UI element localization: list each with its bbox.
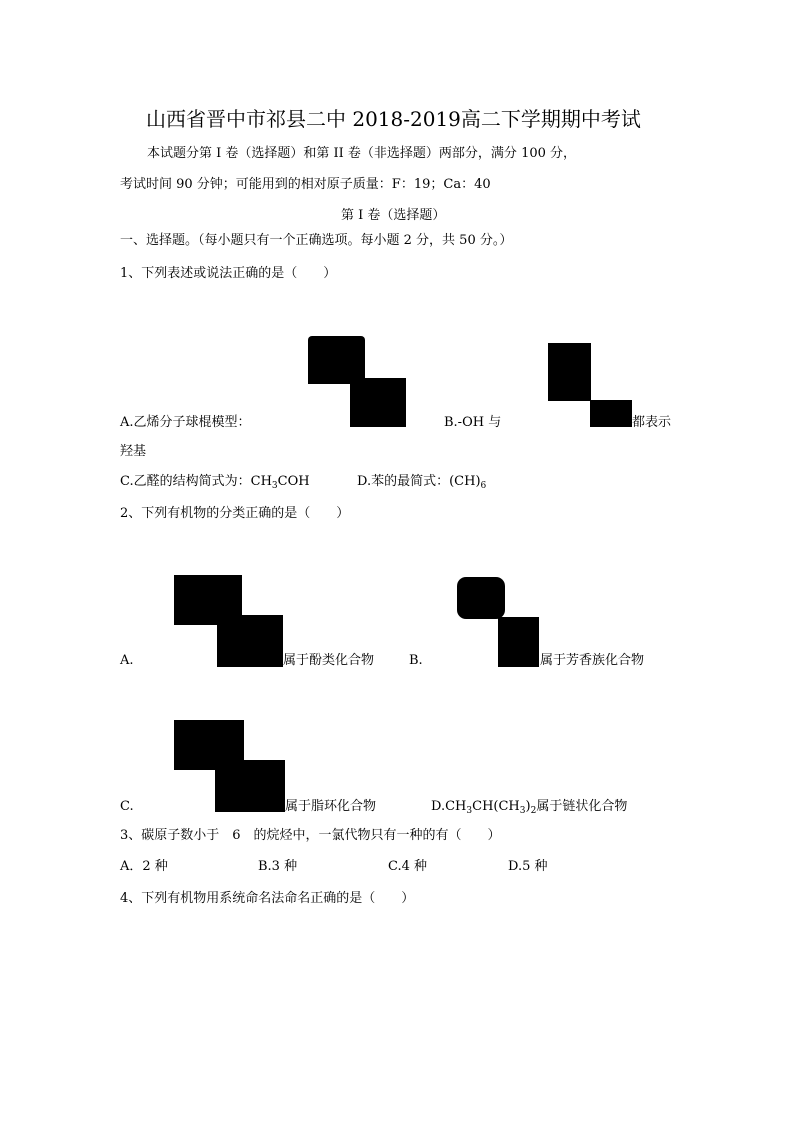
- q2-stem: 2、下列有机物的分类正确的是（ ）: [120, 506, 350, 521]
- q2-option-a-text: 属于酚类化合物: [283, 653, 375, 668]
- q1-option-a: A.乙烯分子球棍模型：: [120, 415, 251, 430]
- q3-option-d: D.5 种: [508, 859, 548, 874]
- q2-option-c-label: C.: [120, 799, 134, 814]
- q1-option-c: C.乙醛的结构简式为：$CH_3COH$: [120, 474, 310, 491]
- q3-option-c: C.4 种: [388, 859, 428, 874]
- q1-option-b-prefix: B.-OH 与: [444, 415, 502, 430]
- intro-line-1: 本试题分第 I 卷（选择题）和第 II 卷（非选择题）两部分，满分 100 分，: [147, 146, 577, 161]
- q2-option-b-label: B.: [409, 653, 423, 668]
- q2-option-d: $D.CH_3CH(CH_3)_2$属于链状化合物: [431, 799, 628, 816]
- q3-option-b: B.3 种: [258, 859, 298, 874]
- section1-heading: 一、选择题。（每小题只有一个正确选项。每小题 2 分，共 50 分。）: [120, 233, 513, 248]
- q1-option-b-suffix: 都表示: [632, 415, 672, 430]
- q2-option-b-text: 属于芳香族化合物: [540, 653, 645, 668]
- q4-stem: 4、下列有机物用系统命名法命名正确的是（ ）: [120, 891, 415, 906]
- q2-option-c-text: 属于脂环化合物: [285, 799, 377, 814]
- q2-option-a-label: A.: [120, 653, 134, 668]
- q3-stem: 3、碳原子数小于 6 的烷烃中，一氯代物只有一种的有（ ）: [120, 828, 501, 843]
- intro-line-2: 考试时间 90 分钟；可能用到的相对原子质量：F：19；Ca：40: [120, 177, 491, 192]
- q3-option-a: A．2 种: [120, 859, 168, 874]
- page-title: 山西省晋中市祁县二中 2018-2019高二下学期期中考试: [146, 107, 641, 131]
- q1-stem: 1、下列表述或说法正确的是（ ）: [120, 266, 337, 281]
- q1-option-b-continued: 羟基: [120, 444, 147, 459]
- q1-option-d: D.苯的最简式：$(CH)_6$: [357, 474, 487, 491]
- part1-heading: 第 I 卷（选择题）: [341, 208, 446, 223]
